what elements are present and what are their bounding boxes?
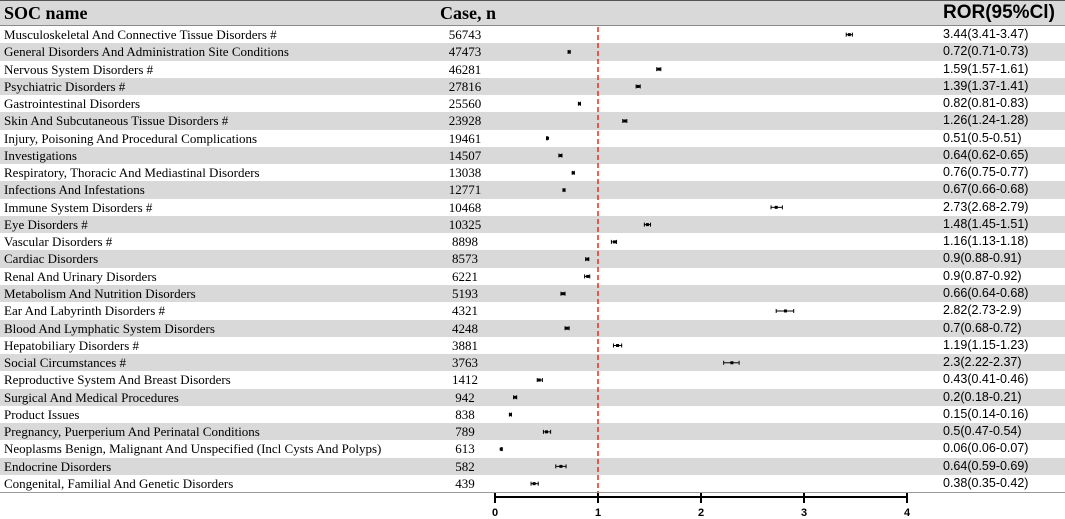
case-count: 13038	[448, 165, 482, 181]
table-row	[0, 181, 1065, 198]
table-row	[0, 164, 1065, 181]
case-count: 3881	[452, 337, 478, 353]
table-row	[0, 302, 1065, 319]
ror-label: 1.48(1.45-1.51)	[943, 216, 1029, 231]
soc-name: Congenital, Familial And Genetic Disorders	[4, 475, 234, 491]
case-count: 838	[455, 406, 475, 422]
ror-label: 2.73(2.68-2.79)	[943, 199, 1029, 214]
ror-label: 0.64(0.59-0.69)	[943, 458, 1029, 473]
ror-label: 1.26(1.24-1.28)	[943, 113, 1029, 128]
table-row	[0, 354, 1065, 371]
case-count: 4248	[452, 320, 478, 336]
ror-label: 0.7(0.68-0.72)	[943, 320, 1022, 335]
ror-label: 1.39(1.37-1.41)	[943, 78, 1029, 93]
table-row	[0, 199, 1065, 216]
soc-name: Cardiac Disorders	[4, 251, 99, 267]
table-row	[0, 389, 1065, 406]
table-row	[0, 320, 1065, 337]
ror-label: 0.64(0.62-0.65)	[943, 147, 1029, 162]
ror-label: 0.9(0.87-0.92)	[943, 268, 1022, 283]
case-count: 27816	[448, 78, 482, 94]
ror-label: 0.51(0.5-0.51)	[943, 130, 1022, 145]
ror-label: 2.82(2.73-2.9)	[943, 303, 1022, 318]
soc-name: Hepatobiliary Disorders #	[4, 337, 140, 353]
soc-name: Product Issues	[4, 406, 80, 422]
soc-name: Surgical And Medical Procedures	[4, 389, 179, 405]
soc-name: Metabolism And Nutrition Disorders	[4, 285, 196, 301]
case-count: 439	[455, 475, 475, 491]
ror-label: 0.38(0.35-0.42)	[943, 475, 1029, 490]
ror-label: 1.19(1.15-1.23)	[943, 337, 1029, 352]
case-count: 582	[455, 458, 475, 474]
case-count: 8573	[452, 251, 478, 267]
table-row	[0, 43, 1065, 60]
table-row	[0, 112, 1065, 129]
case-count: 47473	[448, 44, 482, 60]
case-count: 12771	[448, 182, 482, 198]
soc-name: Social Circumstances #	[4, 355, 127, 371]
soc-name: Skin And Subcutaneous Tissue Disorders #	[4, 113, 229, 129]
ror-label: 1.59(1.57-1.61)	[943, 61, 1029, 76]
soc-name: Ear And Labyrinth Disorders #	[4, 303, 166, 319]
x-tick-label: 2	[697, 507, 705, 519]
case-count: 14507	[448, 147, 482, 163]
table-row	[0, 95, 1065, 112]
soc-name: Psychiatric Disorders #	[4, 78, 126, 94]
soc-name: Renal And Urinary Disorders	[4, 268, 157, 284]
x-tick-label: 3	[800, 507, 808, 519]
ror-ci-header: ROR(95%Cl)	[943, 2, 1055, 23]
table-row	[0, 475, 1065, 492]
ror-label: 1.16(1.13-1.18)	[943, 234, 1029, 249]
table-row	[0, 147, 1065, 164]
table-header	[0, 0, 1065, 26]
ror-label: 0.66(0.64-0.68)	[943, 285, 1029, 300]
soc-name: Vascular Disorders #	[4, 234, 113, 250]
soc-name: Investigations	[4, 147, 77, 163]
ror-label: 0.15(0.14-0.16)	[943, 406, 1029, 421]
table-row	[0, 337, 1065, 354]
table-row	[0, 216, 1065, 233]
soc-name: Injury, Poisoning And Procedural Complications	[4, 130, 257, 146]
case-count: 8898	[452, 234, 478, 250]
case-count: 4321	[452, 303, 478, 319]
x-axis	[492, 493, 911, 519]
soc-name: Musculoskeletal And Connective Tissue Disorders #	[4, 27, 277, 42]
soc-name: Respiratory, Thoracic And Mediastinal Disorders	[4, 165, 260, 181]
table-row	[0, 406, 1065, 423]
table-row	[0, 268, 1065, 285]
case-count: 789	[455, 424, 475, 440]
table-row	[0, 130, 1065, 147]
soc-name: Infections And Infestations	[4, 182, 145, 198]
soc-name: Nervous System Disorders #	[4, 61, 154, 77]
ror-label: 0.9(0.88-0.91)	[943, 251, 1022, 266]
soc-name: Reproductive System And Breast Disorders	[4, 372, 231, 388]
ror-label: 0.76(0.75-0.77)	[943, 165, 1029, 180]
table-row	[0, 423, 1065, 440]
table-row	[0, 371, 1065, 388]
soc-name-header: SOC name	[4, 3, 88, 23]
case-count: 19461	[448, 130, 482, 146]
case-count: 942	[455, 389, 475, 405]
case-count: 5193	[452, 285, 478, 301]
soc-name: Eye Disorders #	[4, 216, 88, 232]
table-body	[0, 26, 1065, 493]
soc-name: Neoplasms Benign, Malignant And Unspecified (Incl Cysts And Polyps)	[4, 441, 382, 457]
table-row	[0, 285, 1065, 302]
table-row	[0, 61, 1065, 78]
case-count: 56743	[448, 27, 482, 42]
case-count: 25560	[448, 96, 482, 112]
ror-label: 3.44(3.41-3.47)	[943, 27, 1029, 41]
case-count: 23928	[448, 113, 482, 129]
ror-label: 2.3(2.22-2.37)	[943, 355, 1022, 370]
ror-label: 0.2(0.18-0.21)	[943, 389, 1022, 404]
case-count-header: Case, n	[440, 3, 497, 23]
ror-label: 0.5(0.47-0.54)	[943, 424, 1022, 439]
soc-name: Immune System Disorders #	[4, 199, 153, 215]
case-count: 6221	[452, 268, 478, 284]
case-count: 46281	[448, 61, 482, 77]
case-count: 10468	[448, 199, 482, 215]
case-count: 613	[455, 441, 475, 457]
soc-name: Pregnancy, Puerperium And Perinatal Conditions	[4, 424, 260, 440]
table-row	[0, 458, 1065, 475]
x-tick-label: 0	[491, 507, 499, 519]
table-row	[0, 233, 1065, 250]
case-count: 3763	[452, 355, 478, 371]
table-row	[0, 78, 1065, 95]
table-row	[0, 26, 1065, 43]
soc-name: General Disorders And Administration Site Conditions	[4, 44, 289, 60]
ror-label: 0.72(0.71-0.73)	[943, 44, 1029, 59]
case-count: 10325	[448, 216, 482, 232]
ror-label: 0.67(0.66-0.68)	[943, 182, 1029, 197]
ror-label: 0.82(0.81-0.83)	[943, 96, 1029, 111]
table-row	[0, 440, 1065, 457]
table-row	[0, 250, 1065, 267]
soc-name: Endocrine Disorders	[4, 458, 112, 474]
soc-name: Blood And Lymphatic System Disorders	[4, 320, 215, 336]
ror-label: 0.06(0.06-0.07)	[943, 441, 1029, 456]
case-count: 1412	[452, 372, 478, 388]
ror-label: 0.43(0.41-0.46)	[943, 372, 1029, 387]
soc-name: Gastrointestinal Disorders	[4, 96, 141, 112]
x-tick-label: 4	[903, 507, 911, 519]
x-tick-label: 1	[594, 507, 602, 519]
